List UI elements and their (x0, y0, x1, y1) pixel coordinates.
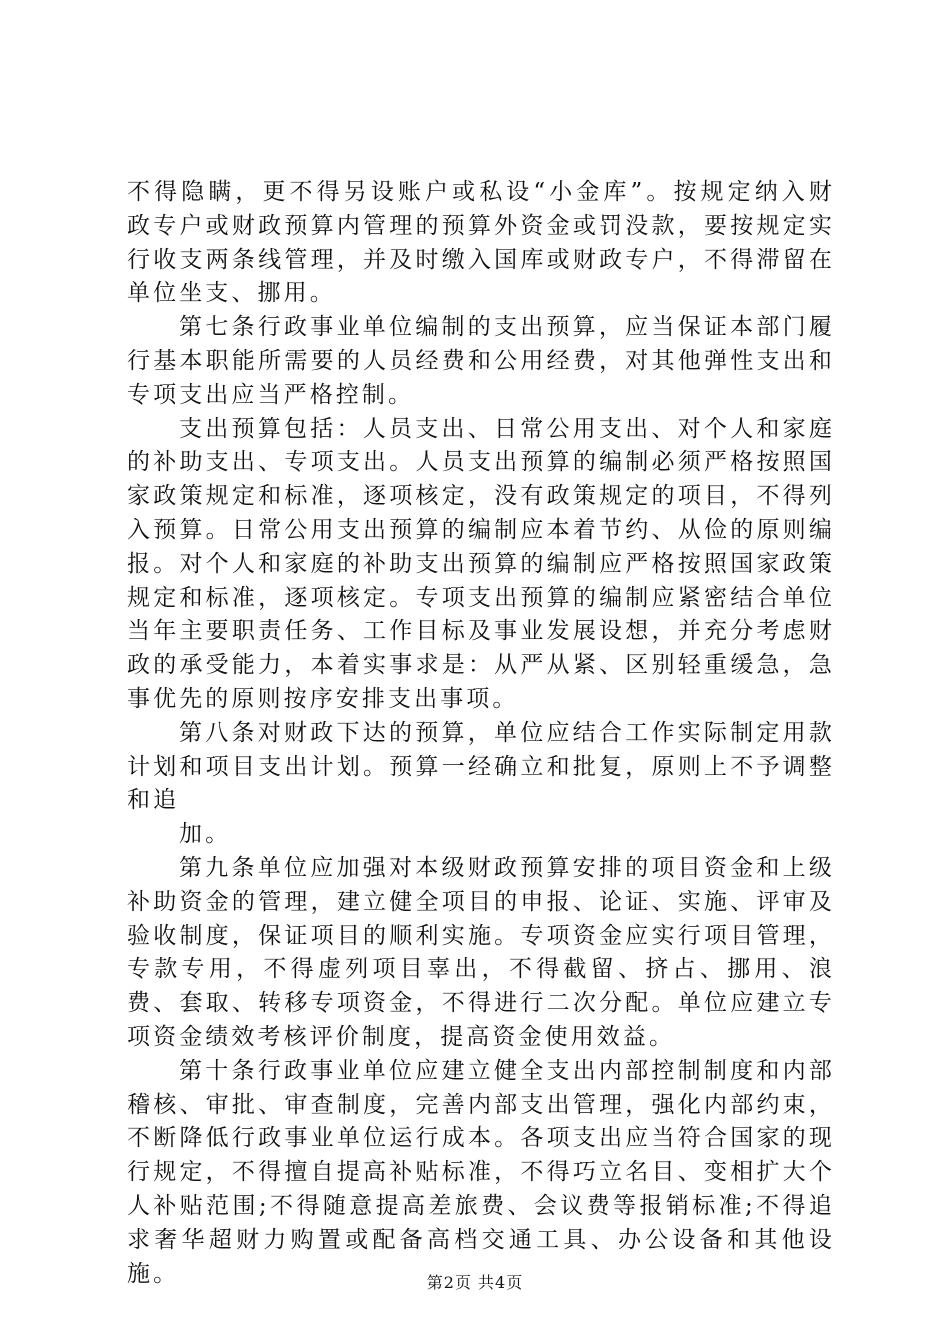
paragraph-continuation: 不得隐瞒，更不得另设账户或私设“小金库”。按规定纳入财政专户或财政预算内管理的预算外资金或罚没款，要按规定实行收支两条线管理，并及时缴入国库或财政专户，不得滞留在单位坐支、挪用。 (127, 179, 835, 307)
paragraph-article-8-tail: 加。 (179, 821, 232, 848)
paragraph-article-9: 第九条单位应加强对本级财政预算安排的项目资金和上级补助资金的管理，建立健全项目的申报、论证、实施、评审及验收制度，保证项目的顺利实施。专项资金应实行项目管理，专款专用，不得虚列项目辜出，不得截留、挤占、挪用、浪费、套取、转移专项资金，不得进行二次分配。单位应建立专项资金绩效考核评价制度，提高资金使用效益。 (127, 854, 835, 1050)
paragraph-expenditure-budget: 支出预算包括：人员支出、日常公用支出、对个人和家庭的补助支出、专项支出。人员支出预算的编制必须严格按照国家政策规定和标准，逐项核定，没有政策规定的项目，不得列入预算。日常公用支出预算的编制应本着节约、从俭的原则编报。对个人和家庭的补助支出预算的编制应严格按照国家政策规定和标准，逐项核定。专项支出预算的编制应紧密结合单位当年主要职责任务、工作目标及事业发展设想，并充分考虑财政的承受能力，本着实事求是：从严从紧、区别轻重缓急，急事优先的原则按序安排支出事项。 (127, 415, 835, 712)
paragraph-article-7: 第七条行政事业单位编制的支出预算，应当保证本部门履行基本职能所需要的人员经费和公用经费，对其他弹性支出和专项支出应当严格控制。 (127, 314, 835, 408)
page-number-footer: 第2页 共4页 (426, 1273, 524, 1292)
paragraph-article-8: 第八条对财政下达的预算，单位应结合工作实际制定用款计划和项目支出计划。预算一经确立和批复，原则上不予调整和追 (127, 719, 835, 814)
paragraph-article-10: 第十条行政事业单位应建立健全支出内部控制制度和内部稽核、审批、审查制度，完善内部支出管理，强化内部约束，不断降低行政事业单位运行成本。各项支出应当符合国家的现行规定，不得擅自提高补贴标准，不得巧立名目、变相扩大个人补贴范围;不得随意提高差旅费、会议费等报销标准;不得追求奢华超财力购置或配备高档交通工具、办公设备和其他设施。 (127, 1057, 835, 1287)
document-body (127, 176, 835, 1291)
